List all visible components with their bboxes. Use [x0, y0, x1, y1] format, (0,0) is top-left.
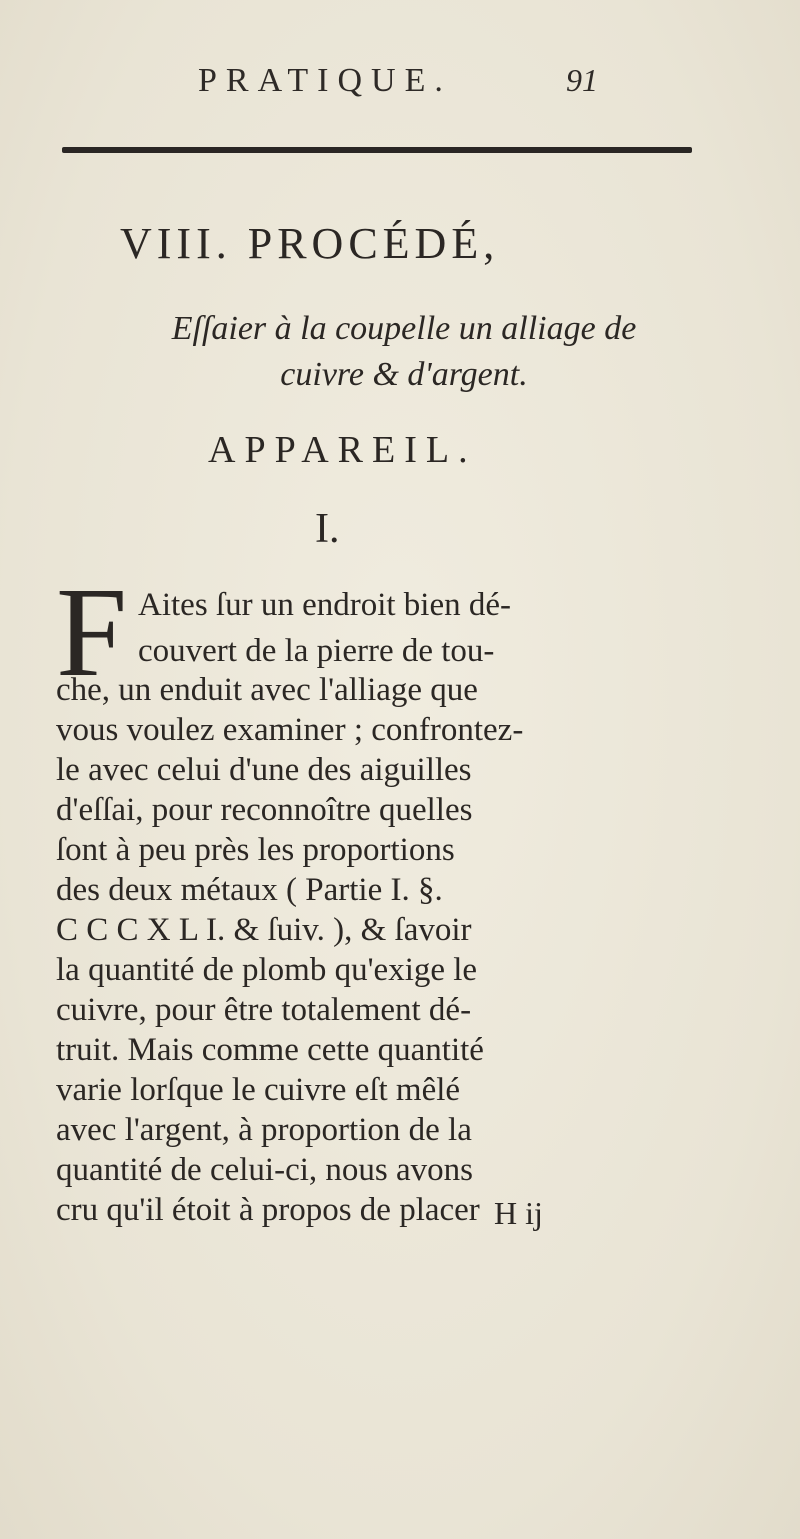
subtitle-line: cuivre & d'argent.: [280, 356, 528, 393]
text-line: C C C X L I. & ſuiv. ), & ſavoir: [56, 912, 472, 948]
drop-cap: F: [56, 561, 128, 703]
text-line: vous voulez examiner ; confrontez-: [56, 712, 524, 748]
text-line: ſont à peu près les proportions: [56, 832, 455, 868]
text-line: d'eſſai, pour reconnoître quelles: [56, 792, 473, 828]
apparatus-heading: APPAREIL.: [208, 429, 477, 471]
text-line: avec l'argent, à proportion de la: [56, 1112, 472, 1148]
section-title: VIII. PROCÉDÉ,: [120, 219, 500, 268]
running-head: PRATIQUE.: [198, 62, 452, 99]
paragraph-numeral: I.: [315, 506, 340, 552]
text-line: des deux métaux ( Partie I. §.: [56, 872, 443, 908]
text-line: Aites ſur un endroit bien dé-: [138, 587, 511, 623]
page-number: 91: [566, 62, 598, 98]
text-line: che, un enduit avec l'alliage que: [56, 672, 478, 708]
text-line: quantité de celui-ci, nous avons: [56, 1152, 473, 1188]
subtitle-line: Eſſaier à la coupelle un alliage de: [171, 310, 637, 347]
text-line: varie lorſque le cuivre eſt mêlé: [56, 1072, 461, 1108]
text-line: le avec celui d'une des aiguilles: [56, 752, 472, 788]
text-line: la quantité de plomb qu'exige le: [56, 952, 478, 988]
text-line: truit. Mais comme cette quantité: [56, 1032, 484, 1068]
text-line: couvert de la pierre de tou-: [138, 633, 495, 669]
signature-mark: H ij: [494, 1195, 543, 1231]
text-line: cru qu'il étoit à propos de placer: [56, 1192, 480, 1228]
text-line: cuivre, pour être totalement dé-: [56, 992, 472, 1028]
